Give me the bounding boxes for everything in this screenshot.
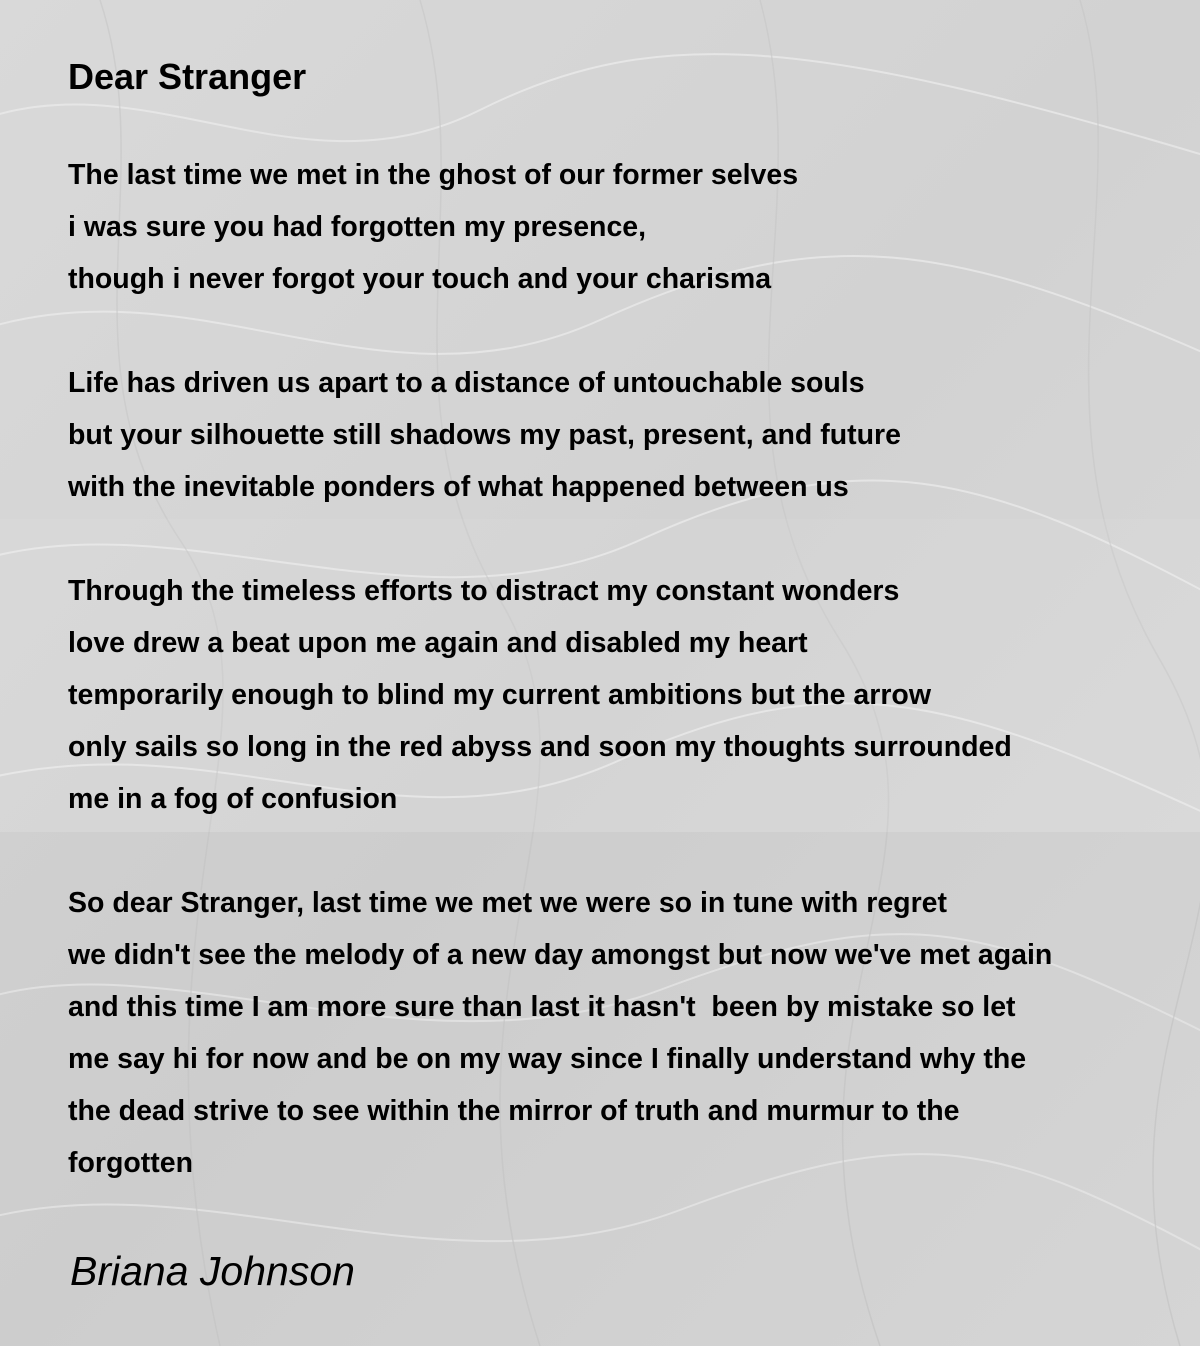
poem-title: Dear Stranger [68, 56, 307, 97]
poem-line: forgotten [68, 1147, 194, 1179]
stanza-break [68, 513, 1198, 565]
poem-line: me in a fog of confusion [68, 783, 398, 815]
poem-line: Life has driven us apart to a distance of untouchable souls [68, 367, 865, 399]
poem-author: Briana Johnson [70, 1248, 355, 1294]
stanza-break [68, 305, 1198, 357]
poem-line: though i never forgot your touch and your charisma [68, 263, 772, 295]
poem-line: The last time we met in the ghost of our former selves [68, 159, 799, 191]
poem-line: we didn't see the melody of a new day amongst but now we've met again [68, 939, 1053, 971]
poem-line: So dear Stranger, last time we met we were so in tune with regret [68, 887, 948, 919]
poem-line: the dead strive to see within the mirror of truth and murmur to the [68, 1095, 960, 1127]
poem-line: temporarily enough to blind my current ambitions but the arrow [68, 679, 931, 711]
poem-line: but your silhouette still shadows my past, present, and future [68, 419, 901, 451]
poem-line: me say hi for now and be on my way since I finally understand why the [68, 1043, 1027, 1075]
poem-line: i was sure you had forgotten my presence, [68, 211, 647, 243]
poem-line: and this time I am more sure than last it hasn't been by mistake so let [68, 991, 1016, 1023]
poem-line: only sails so long in the red abyss and soon my thoughts surrounded [68, 731, 1012, 763]
stanza-break [68, 825, 1198, 877]
poem-line: with the inevitable ponders of what happened between us [68, 471, 849, 503]
poem-body [68, 149, 1198, 1189]
poem-line: Through the timeless efforts to distract my constant wonders [68, 575, 900, 607]
poem-line: love drew a beat upon me again and disabled my heart [68, 627, 808, 659]
